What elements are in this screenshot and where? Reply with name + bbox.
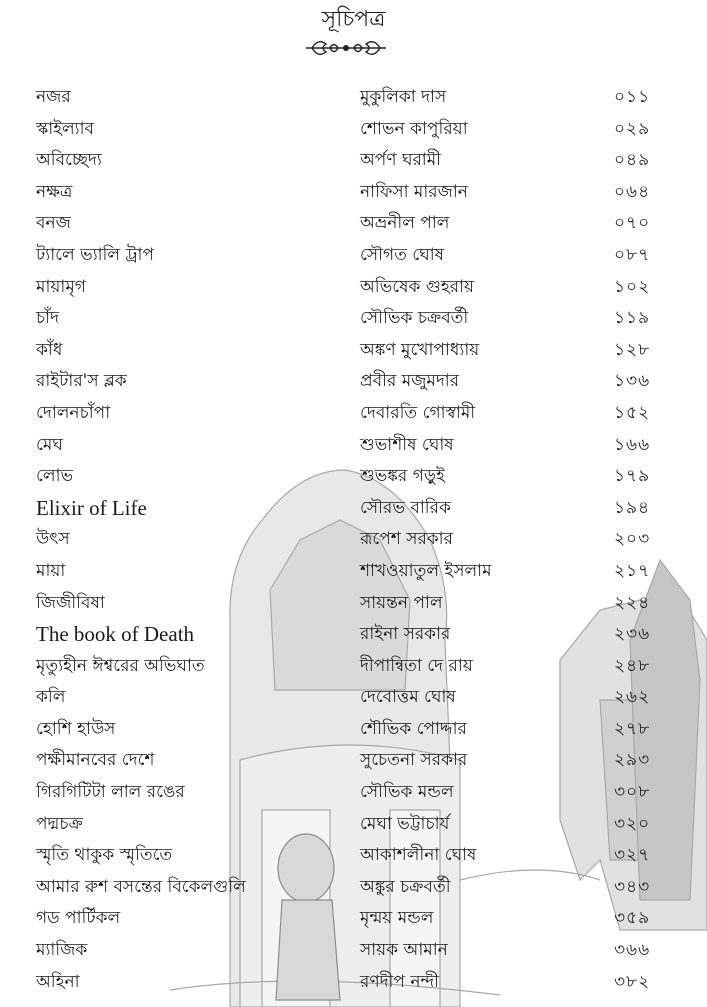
toc-entry xyxy=(0,588,707,620)
table-of-contents xyxy=(0,82,707,998)
toc-entry xyxy=(0,272,707,304)
entry-author: শৌভিক পোদ্দার xyxy=(360,718,467,739)
entry-title: মৃত্যুহীন ঈশ্বরের অভিঘাত xyxy=(36,655,205,676)
entry-title: ম্যাজিক xyxy=(36,940,88,961)
entry-author: আকাশলীনা ঘোষ xyxy=(360,845,477,866)
toc-entry xyxy=(0,745,707,777)
entry-page-number: ০৮৭ xyxy=(614,244,651,265)
toc-entry xyxy=(0,208,707,240)
entry-title: পদ্মচক্র xyxy=(36,813,83,834)
toc-entry xyxy=(0,714,707,746)
entry-page-number: ৩২০ xyxy=(614,813,651,834)
entry-page-number: ০২৯ xyxy=(614,118,651,139)
toc-entry xyxy=(0,619,707,651)
entry-page-number: ১৬৬ xyxy=(614,434,651,455)
entry-page-number: ০১১ xyxy=(614,87,651,107)
entry-author: অভিষেক গুহরায় xyxy=(360,276,475,297)
entry-author: সায়ক আমান xyxy=(360,940,448,961)
toc-entry xyxy=(0,177,707,209)
toc-entry xyxy=(0,651,707,683)
entry-page-number: ২১৭ xyxy=(614,560,651,581)
toc-entry xyxy=(0,682,707,714)
entry-page-number: ২৯৩ xyxy=(614,750,651,771)
entry-title: The book of Death xyxy=(36,622,195,647)
entry-author: দীপান্বিতা দে রায় xyxy=(360,655,473,676)
entry-title: কাঁধ xyxy=(36,339,63,360)
toc-entry xyxy=(0,398,707,430)
entry-title: মেঘ xyxy=(36,434,63,455)
entry-author: রণদীপ নন্দী xyxy=(360,971,440,992)
entry-author: নাফিসা মারজান xyxy=(360,181,468,202)
entry-page-number: ০৬৪ xyxy=(614,181,651,202)
toc-entry xyxy=(0,145,707,177)
entry-author: শুভঙ্কর গড়ুই xyxy=(360,466,445,487)
entry-title: লোভ xyxy=(36,466,74,487)
toc-entry xyxy=(0,430,707,462)
entry-page-number: ২২৪ xyxy=(614,592,651,613)
entry-author: শোভন কাপুরিয়া xyxy=(360,118,468,139)
entry-title: মায়া xyxy=(36,560,66,581)
entry-page-number: ৩২৭ xyxy=(614,845,651,866)
entry-page-number: ২৪৮ xyxy=(614,655,651,676)
entry-author: মুকুলিকা দাস xyxy=(360,87,447,107)
entry-title: উৎস xyxy=(36,529,70,550)
toc-entry xyxy=(0,556,707,588)
entry-author: সৌগত ঘোষ xyxy=(360,244,444,265)
entry-author: প্রবীর মজুমদার xyxy=(360,371,460,392)
entry-title: চাঁদ xyxy=(36,308,60,329)
toc-entry xyxy=(0,82,707,114)
entry-title: রাইটার'স ব্লক xyxy=(36,371,127,392)
entry-title: অহিনা xyxy=(36,971,80,992)
toc-entry xyxy=(0,114,707,146)
entry-page-number: ০৭০ xyxy=(614,213,651,234)
entry-author: মৃন্ময় মন্ডল xyxy=(360,908,434,929)
entry-title: পক্ষীমানবের দেশে xyxy=(36,750,155,771)
entry-title: মায়ামৃগ xyxy=(36,276,86,297)
entry-page-number: ১২৮ xyxy=(614,339,651,360)
entry-author: অঙ্কুর চক্রবর্তী xyxy=(360,876,451,897)
entry-page-number: ২৩৬ xyxy=(614,624,651,645)
entry-author: দেবোত্তম ঘোষ xyxy=(360,687,456,708)
toc-entry xyxy=(0,524,707,556)
entry-title: স্কাইল্যাব xyxy=(36,118,95,139)
entry-title: জিজীবিষা xyxy=(36,592,105,613)
toc-entry xyxy=(0,903,707,935)
entry-author: রাইনা সরকার xyxy=(360,624,451,645)
entry-author: শাখওয়াতুল ইসলাম xyxy=(360,560,492,581)
entry-author: অভ্রনীল পাল xyxy=(360,213,450,234)
entry-page-number: ১৩৬ xyxy=(614,371,651,392)
entry-page-number: ১৯৪ xyxy=(614,497,651,518)
entry-page-number: ২০৩ xyxy=(614,529,651,550)
toc-entry xyxy=(0,777,707,809)
entry-title: গিরগিটিটা লাল রঙের xyxy=(36,782,185,803)
entry-page-number: ২৭৮ xyxy=(614,718,651,739)
toc-entry xyxy=(0,461,707,493)
floral-divider-icon xyxy=(300,36,392,60)
entry-title: দোলনচাঁপা xyxy=(36,402,111,423)
entry-page-number: ১৭৯ xyxy=(614,466,651,487)
toc-entry xyxy=(0,967,707,999)
entry-title: আমার রুশ বসন্তের বিকেলগুলি xyxy=(36,876,246,897)
entry-page-number: ১০২ xyxy=(614,276,651,297)
toc-entry xyxy=(0,840,707,872)
entry-title: অবিচ্ছেদ্য xyxy=(36,150,102,171)
entry-page-number: ০৪৯ xyxy=(614,150,651,171)
toc-entry xyxy=(0,935,707,967)
entry-title: ট্যালে ভ্যালি ট্রাপ xyxy=(36,244,155,265)
toc-entry xyxy=(0,335,707,367)
entry-author: সায়ন্তন পাল xyxy=(360,592,443,613)
entry-title: নজর xyxy=(36,87,71,107)
entry-page-number: ৩৪৩ xyxy=(614,876,651,897)
entry-author: শুভাশীষ ঘোষ xyxy=(360,434,454,455)
entry-title: Elixir of Life xyxy=(36,495,147,520)
entry-author: অঙ্কণ মুখোপাধ্যায় xyxy=(360,339,480,360)
entry-author: দেবারতি গোস্বামী xyxy=(360,402,476,423)
entry-author: সৌভিক চক্রবর্তী xyxy=(360,308,469,329)
entry-title: স্মৃতি থাকুক স্মৃতিতে xyxy=(36,845,173,866)
entry-author: সুচেতনা সরকার xyxy=(360,750,468,771)
entry-page-number: ১৫২ xyxy=(614,402,651,423)
toc-entry xyxy=(0,366,707,398)
entry-page-number: ৩০৮ xyxy=(614,782,651,803)
page-title: সূচিপত্র xyxy=(321,7,386,32)
entry-author: রূপেশ সরকার xyxy=(360,529,453,550)
entry-author: অর্পণ ঘরামী xyxy=(360,150,442,171)
entry-title: বনজ xyxy=(36,213,71,234)
entry-title: কলি xyxy=(36,687,66,708)
entry-title: গড পার্টিকল xyxy=(36,908,121,929)
toc-entry xyxy=(0,809,707,841)
entry-author: সৌরভ বারিক xyxy=(360,497,451,518)
toc-entry xyxy=(0,240,707,272)
entry-title: হোশি হাউস xyxy=(36,718,116,739)
entry-author: সৌভিক মন্ডল xyxy=(360,782,454,803)
entry-page-number: ৩৫৯ xyxy=(614,908,651,929)
entry-page-number: ১১৯ xyxy=(614,308,651,329)
toc-entry xyxy=(0,872,707,904)
entry-title: নক্ষত্র xyxy=(36,181,73,202)
toc-entry xyxy=(0,493,707,525)
entry-page-number: ৩৬৬ xyxy=(614,940,651,961)
entry-page-number: ৩৮২ xyxy=(614,971,651,992)
entry-author: মেঘা ভট্টাচার্য xyxy=(360,813,450,834)
entry-page-number: ২৬২ xyxy=(614,687,651,708)
toc-entry xyxy=(0,303,707,335)
